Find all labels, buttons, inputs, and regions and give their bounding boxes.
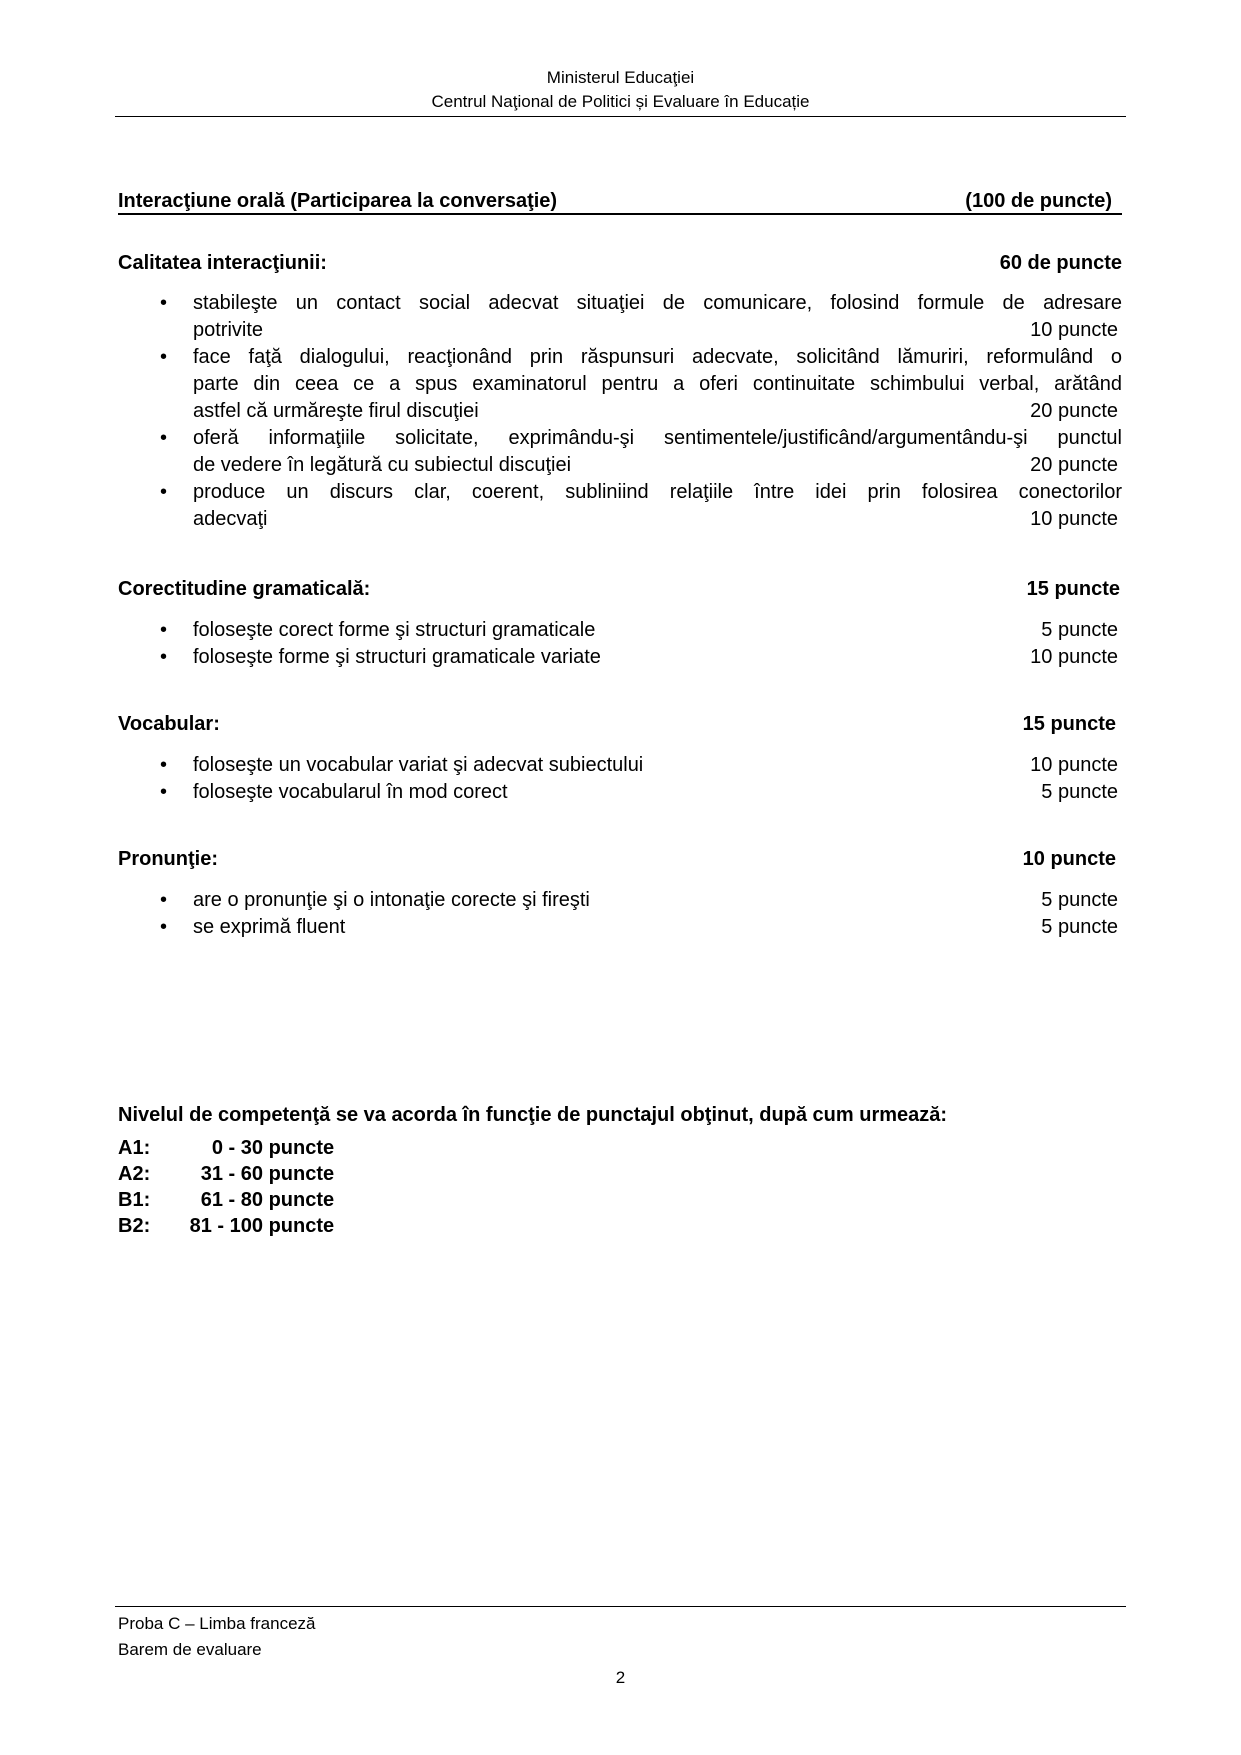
criterion-line	[193, 888, 1122, 912]
criterion-text: face faţă dialogului, reacţionând prin răspunsuri adecvate, solicitând lămuriri, reformulând o	[193, 346, 1122, 368]
criterion-points: 5 puncte	[1041, 916, 1118, 938]
criterion-last-line	[193, 399, 1122, 423]
criterion-points: 10 puncte	[1030, 646, 1118, 668]
criterion-points: 5 puncte	[1041, 889, 1118, 911]
criterion-text: foloseşte vocabularul în mod corect	[193, 781, 508, 803]
bullet-icon: •	[160, 889, 168, 911]
criterion-text: de vedere în legătură cu subiectul discuţiei	[193, 454, 572, 476]
section-heading: Calitatea interacţiunii:	[118, 252, 327, 274]
level-range: 0 - 30	[211, 1137, 263, 1159]
level-row	[118, 1162, 334, 1186]
criterion-line	[193, 645, 1122, 669]
criterion-points: 20 puncte	[1030, 454, 1118, 476]
criterion-last-line	[193, 453, 1122, 477]
criterion-last-line	[193, 318, 1122, 342]
criterion-text: foloseşte forme şi structuri gramaticale variate	[193, 646, 601, 668]
title-label: Interacţiune orală (Participarea la conversaţie)	[118, 190, 558, 212]
criterion-points: 5 puncte	[1041, 619, 1118, 641]
bullet-icon: •	[160, 646, 168, 668]
criterion-line	[193, 618, 1122, 642]
criterion-text: are o pronunţie şi o intonaţie corecte şi fireşti	[193, 889, 590, 911]
criterion-text: se exprimă fluent	[193, 916, 346, 938]
bullet-icon: •	[160, 427, 168, 449]
section-points: 60 de puncte	[999, 252, 1122, 274]
criterion-text: astfel că urmăreşte firul discuţiei	[193, 400, 479, 422]
footer-exam: Proba C – Limba franceză	[118, 1614, 316, 1633]
header-center: Centrul Naţional de Politici și Evaluare în Educație	[431, 92, 810, 111]
level-row	[118, 1136, 334, 1160]
bullet-icon: •	[160, 481, 168, 503]
page-number: 2	[615, 1668, 626, 1687]
section-heading-pronunciation	[118, 847, 1122, 871]
level-range: 31 - 60	[200, 1163, 263, 1185]
bullet-icon: •	[160, 619, 168, 641]
criterion-text: produce un discurs clar, coerent, subliniind relaţiile între idei prin folosirea conectorilor	[193, 481, 1122, 503]
level-unit: puncte	[268, 1163, 335, 1185]
section-heading: Pronunţie:	[118, 848, 218, 870]
levels-intro: Nivelul de competenţă se va acorda în funcţie de punctajul obţinut, după cum urmează:	[118, 1104, 948, 1126]
level-row	[118, 1188, 334, 1212]
bullet-icon: •	[160, 292, 168, 314]
criterion-points: 5 puncte	[1041, 781, 1118, 803]
section-points: 15 puncte	[1026, 578, 1120, 600]
bullet-icon: •	[160, 346, 168, 368]
criterion-line	[193, 780, 1122, 804]
criterion-line	[193, 753, 1122, 777]
criterion-text: parte din ceea ce a spus examinatorul pentru a oferi continuitate schimbului verbal, arătând	[193, 373, 1122, 395]
criterion-line	[193, 915, 1122, 939]
section-heading: Vocabular:	[118, 713, 220, 735]
level-range: 81 - 100	[189, 1215, 263, 1237]
criterion-text: foloseşte un vocabular variat şi adecvat subiectului	[193, 754, 644, 776]
level-label: B1:	[118, 1189, 151, 1211]
level-label: A2:	[118, 1163, 151, 1185]
header-rule	[115, 116, 1126, 117]
level-unit: puncte	[268, 1189, 335, 1211]
criterion-text: stabileşte un contact social adecvat situaţiei de comunicare, folosind formule de adresare	[193, 292, 1122, 314]
page-title	[118, 189, 1122, 215]
bullet-icon: •	[160, 754, 168, 776]
footer-rule	[115, 1606, 1126, 1607]
criterion-text: potrivite	[193, 319, 264, 341]
criterion-last-line	[193, 507, 1122, 531]
level-label: B2:	[118, 1215, 151, 1237]
criterion-text: adecvaţi	[193, 508, 268, 530]
criterion-points: 10 puncte	[1030, 508, 1118, 530]
bullet-icon: •	[160, 916, 168, 938]
level-label: A1:	[118, 1137, 151, 1159]
criterion-points: 10 puncte	[1030, 319, 1118, 341]
section-heading: Corectitudine gramaticală:	[118, 578, 371, 600]
section-points: 10 puncte	[1022, 848, 1116, 870]
level-unit: puncte	[268, 1137, 335, 1159]
footer-doc-type: Barem de evaluare	[118, 1640, 262, 1659]
section-heading-vocabulary	[118, 712, 1122, 736]
title-points: (100 de puncte)	[965, 190, 1112, 212]
level-unit: puncte	[268, 1215, 335, 1237]
criterion-points: 20 puncte	[1030, 400, 1118, 422]
header-ministry: Ministerul Educaţiei	[546, 68, 695, 87]
section-heading-interaction-quality	[118, 251, 1122, 275]
section-points: 15 puncte	[1022, 713, 1116, 735]
criterion-text: foloseşte corect forme şi structuri gramaticale	[193, 619, 596, 641]
section-heading-grammar	[118, 577, 1122, 601]
criterion-text: oferă informaţiile solicitate, exprimându-şi sentimentele/justificând/argumentându-şi punctul	[193, 427, 1122, 449]
level-row	[118, 1214, 334, 1238]
criterion-points: 10 puncte	[1030, 754, 1118, 776]
level-range: 61 - 80	[200, 1189, 263, 1211]
bullet-icon: •	[160, 781, 168, 803]
